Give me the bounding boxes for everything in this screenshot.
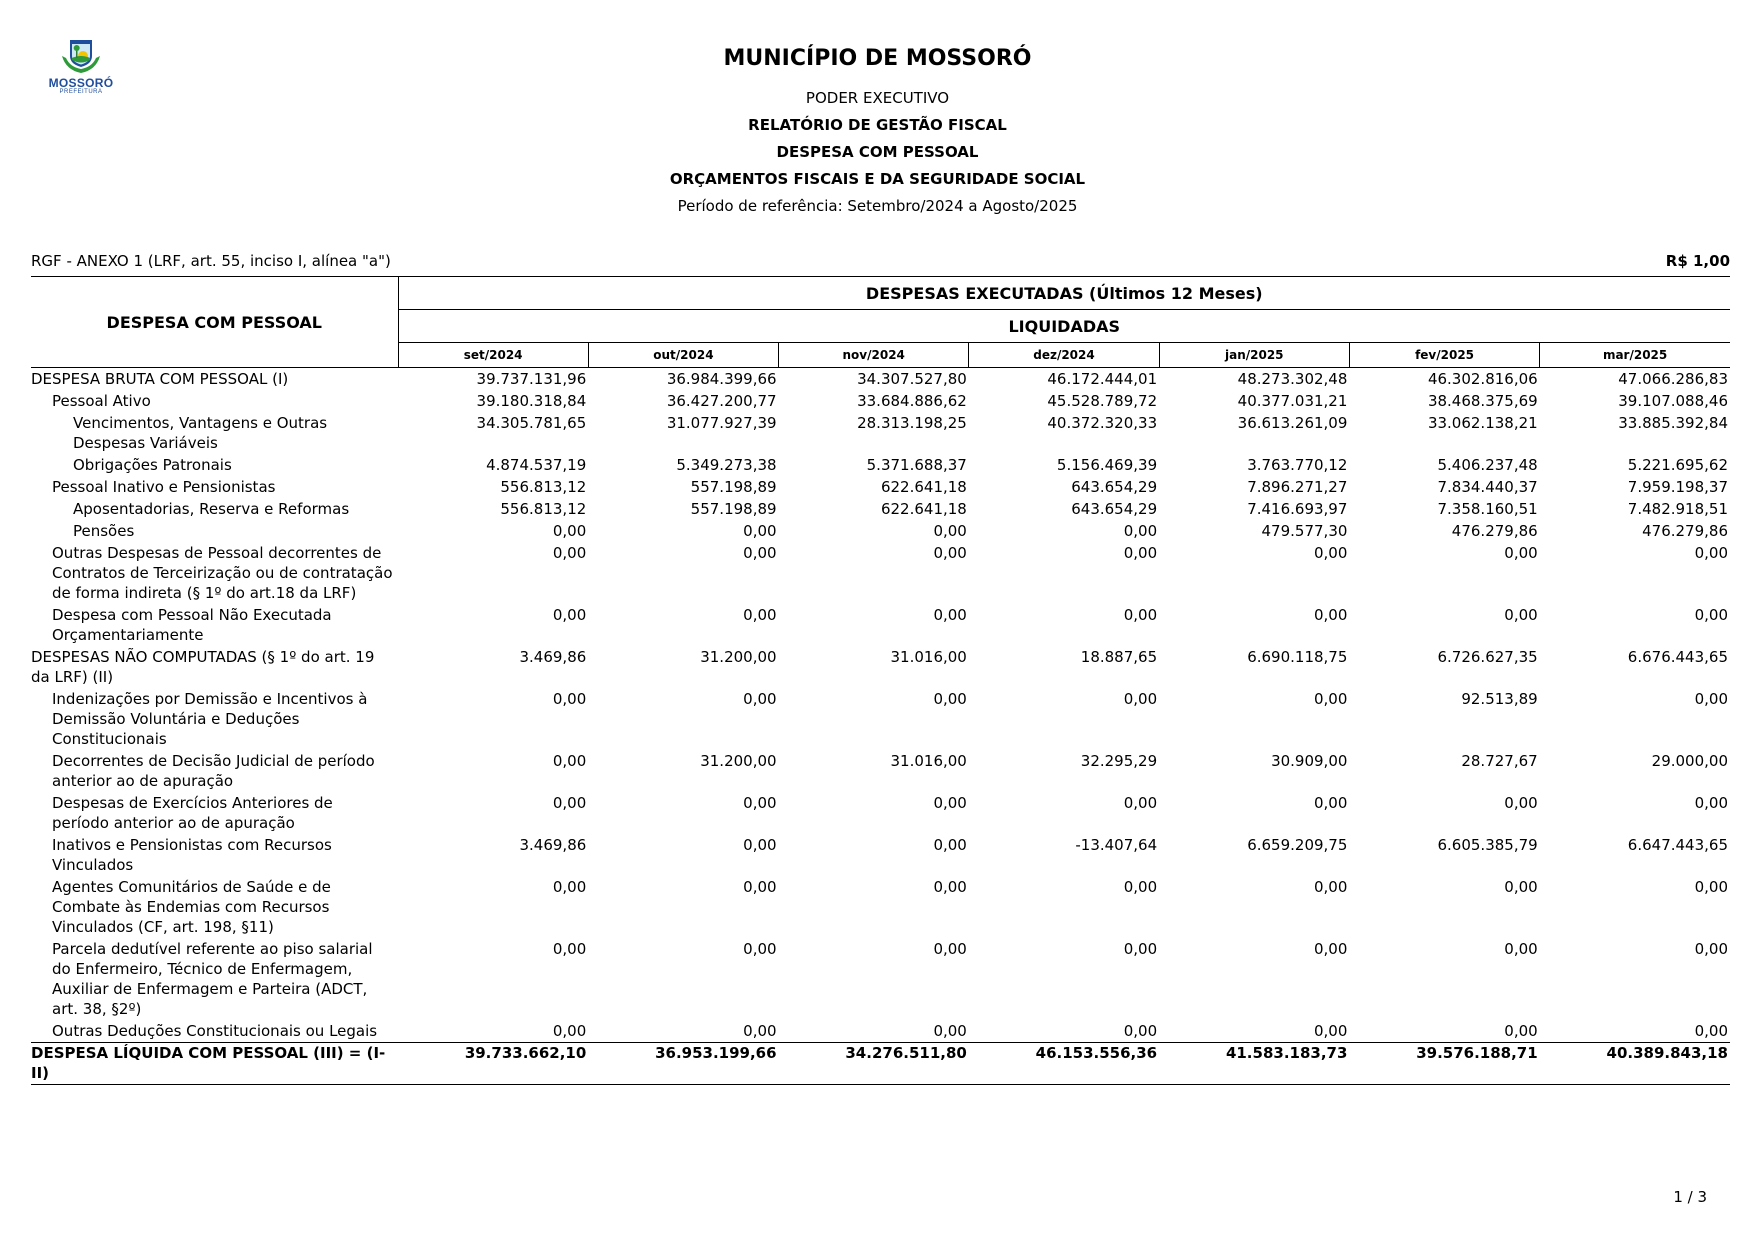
column-header-month: set/2024 [398, 343, 588, 368]
report-power: PODER EXECUTIVO [805, 89, 950, 107]
row-value: 0,00 [552, 690, 587, 708]
row-value: 0,00 [933, 878, 967, 896]
row-value: 18.887,65 [1080, 648, 1158, 666]
row-value: 7.896.271,27 [1247, 478, 1348, 496]
table-row [31, 520, 1730, 542]
row-label: Outras Despesas de Pessoal decorrentes de Contratos de Terceirização ou de contratação de forma indireta (§ 1º do art.18 da LRF) [52, 544, 393, 602]
table-row [31, 876, 1730, 938]
column-header-month: nov/2024 [779, 343, 969, 368]
row-value: 0,00 [552, 940, 587, 958]
column-header-month: out/2024 [588, 343, 778, 368]
row-value: 556.813,12 [500, 478, 587, 496]
total-value: 46.153.556,36 [969, 1043, 1159, 1085]
column-header-month: jan/2025 [1159, 343, 1349, 368]
row-value: 0,00 [552, 878, 587, 896]
column-header-month: fev/2025 [1349, 343, 1539, 368]
row-value: 0,00 [1694, 544, 1728, 562]
row-value: 0,00 [1694, 940, 1728, 958]
row-value: 0,00 [552, 794, 587, 812]
row-value: 3.469,86 [519, 836, 587, 854]
row-value: 6.659.209,75 [1247, 836, 1348, 854]
row-value: 0,00 [1123, 606, 1158, 624]
row-value: 0,00 [743, 836, 777, 854]
row-value: 6.676.443,65 [1627, 648, 1728, 666]
row-value: 557.198,89 [690, 478, 777, 496]
table-row [31, 412, 1730, 454]
row-value: 0,00 [1694, 690, 1728, 708]
logo-subtitle: PREFEITURA [59, 89, 103, 95]
row-value: 46.302.816,06 [1427, 370, 1538, 388]
row-value: 33.684.886,62 [857, 392, 967, 410]
report-budgets: ORÇAMENTOS FISCAIS E DA SEGURIDADE SOCIAL [669, 170, 1086, 188]
table-row [31, 834, 1730, 876]
row-value: 3.469,86 [519, 648, 587, 666]
row-value: 0,00 [1123, 544, 1158, 562]
column-header-description: DESPESA COM PESSOAL [31, 277, 398, 368]
row-value: 476.279,86 [1642, 522, 1728, 540]
row-label: Decorrentes de Decisão Judicial de período anterior ao de apuração [52, 752, 375, 790]
row-value: 28.727,67 [1461, 752, 1538, 770]
row-label: Outras Deduções Constitucionais ou Legais [52, 1022, 378, 1040]
row-label: Pessoal Inativo e Pensionistas [52, 478, 276, 496]
row-value: 92.513,89 [1461, 690, 1538, 708]
row-value: 32.295,29 [1080, 752, 1158, 770]
row-value: 34.305.781,65 [476, 414, 587, 432]
row-value: 622.641,18 [880, 478, 967, 496]
row-value: 0,00 [1123, 940, 1158, 958]
row-value: 36.427.200,77 [666, 392, 777, 410]
row-value: 5.371.688,37 [866, 456, 967, 474]
row-value: 0,00 [743, 1022, 777, 1040]
table-row [31, 792, 1730, 834]
row-value: 0,00 [933, 940, 967, 958]
table-row [31, 390, 1730, 412]
total-value: 39.576.188,71 [1349, 1043, 1539, 1085]
row-value: 0,00 [1694, 794, 1728, 812]
table-row [31, 604, 1730, 646]
table-row [31, 1020, 1730, 1043]
row-value: 479.577,30 [1261, 522, 1348, 540]
row-value: 7.482.918,51 [1627, 500, 1728, 518]
row-value: 0,00 [743, 522, 777, 540]
row-value: 0,00 [743, 690, 777, 708]
total-row [31, 1043, 1730, 1085]
report-name: RELATÓRIO DE GESTÃO FISCAL [748, 116, 1007, 134]
row-label: Pessoal Ativo [52, 392, 151, 410]
row-label: Aposentadorias, Reserva e Reformas [73, 500, 350, 518]
row-value: 6.647.443,65 [1627, 836, 1728, 854]
row-value: 36.613.261,09 [1237, 414, 1348, 432]
row-value: 0,00 [743, 606, 777, 624]
row-label: Indenizações por Demissão e Incentivos à Demissão Voluntária e Deduções Constitucionais [52, 690, 368, 748]
row-value: 0,00 [1314, 1022, 1348, 1040]
row-value: 38.468.375,69 [1427, 392, 1538, 410]
table-row [31, 476, 1730, 498]
report-period: Período de referência: Setembro/2024 a Agosto/2025 [677, 197, 1078, 215]
row-value: 643.654,29 [1071, 478, 1158, 496]
row-value: 557.198,89 [690, 500, 777, 518]
row-value: 643.654,29 [1071, 500, 1158, 518]
report-header [0, 40, 1755, 220]
row-label: Pensões [73, 522, 135, 540]
row-value: 0,00 [743, 878, 777, 896]
row-value: 0,00 [1314, 878, 1348, 896]
row-value: 0,00 [1504, 940, 1538, 958]
row-value: 4.874.537,19 [486, 456, 587, 474]
row-value: 39.107.088,46 [1618, 392, 1728, 410]
currency-unit: R$ 1,00 [1665, 252, 1730, 270]
row-label: Vencimentos, Vantagens e Outras Despesas Variáveis [73, 414, 328, 452]
total-value: 36.953.199,66 [588, 1043, 778, 1085]
row-value: 0,00 [1314, 940, 1348, 958]
table-row [31, 498, 1730, 520]
row-value: 6.605.385,79 [1437, 836, 1538, 854]
table-row [31, 646, 1730, 688]
total-value: 41.583.183,73 [1159, 1043, 1349, 1085]
row-value: 0,00 [1504, 544, 1538, 562]
row-value: 0,00 [1694, 878, 1728, 896]
row-value: 476.279,86 [1451, 522, 1538, 540]
table-row [31, 938, 1730, 1020]
row-value: 40.372.320,33 [1047, 414, 1158, 432]
column-header-liquidated: LIQUIDADAS [398, 310, 1730, 343]
row-value: 34.307.527,80 [857, 370, 967, 388]
row-value: 45.528.789,72 [1047, 392, 1158, 410]
row-value: 0,00 [1504, 794, 1538, 812]
row-value: 0,00 [933, 836, 967, 854]
row-value: 0,00 [1123, 794, 1158, 812]
row-label: Despesa com Pessoal Não Executada Orçamentariamente [52, 606, 332, 644]
column-header-executed: DESPESAS EXECUTADAS (Últimos 12 Meses) [398, 277, 1730, 310]
row-value: 0,00 [1123, 878, 1158, 896]
row-value: 33.885.392,84 [1618, 414, 1728, 432]
annex-reference: RGF - ANEXO 1 (LRF, art. 55, inciso I, alínea "a") [31, 252, 391, 270]
row-value: 30.909,00 [1271, 752, 1348, 770]
table-row [31, 688, 1730, 750]
row-value: 0,00 [1694, 1022, 1728, 1040]
row-value: 31.016,00 [890, 648, 967, 666]
row-value: 39.737.131,96 [476, 370, 587, 388]
row-value: 48.273.302,48 [1237, 370, 1348, 388]
row-value: 46.172.444,01 [1047, 370, 1158, 388]
row-value: 31.200,00 [700, 648, 777, 666]
row-label: Obrigações Patronais [73, 456, 232, 474]
row-value: 5.406.237,48 [1437, 456, 1538, 474]
row-value: 0,00 [743, 544, 777, 562]
total-value: 34.276.511,80 [779, 1043, 969, 1085]
row-value: 39.180.318,84 [476, 392, 587, 410]
row-value: 0,00 [743, 794, 777, 812]
row-value: 622.641,18 [880, 500, 967, 518]
page-number: 1 / 3 [1673, 1188, 1707, 1206]
row-value: 0,00 [1504, 1022, 1538, 1040]
row-value: 33.062.138,21 [1427, 414, 1538, 432]
report-subject: DESPESA COM PESSOAL [776, 143, 979, 161]
row-value: 6.690.118,75 [1247, 648, 1348, 666]
row-label: Despesas de Exercícios Anteriores de período anterior ao de apuração [52, 794, 333, 832]
row-value: 0,00 [1504, 878, 1538, 896]
row-value: 0,00 [743, 940, 777, 958]
row-value: 0,00 [1694, 606, 1728, 624]
row-value: 47.066.286,83 [1618, 370, 1728, 388]
row-value: 5.221.695,62 [1627, 456, 1728, 474]
row-value: 7.416.693,97 [1247, 500, 1348, 518]
row-value: 0,00 [1314, 606, 1348, 624]
row-value: 0,00 [1123, 522, 1158, 540]
row-value: 0,00 [552, 544, 587, 562]
total-value: 40.389.843,18 [1540, 1043, 1730, 1085]
row-value: 29.000,00 [1651, 752, 1728, 770]
table-row [31, 454, 1730, 476]
row-value: 6.726.627,35 [1437, 648, 1538, 666]
report-title: MUNICÍPIO DE MOSSORÓ [723, 46, 1032, 71]
row-value: 0,00 [933, 1022, 967, 1040]
column-header-month: mar/2025 [1540, 343, 1730, 368]
row-value: 0,00 [933, 606, 967, 624]
row-value: 556.813,12 [500, 500, 587, 518]
row-value: 0,00 [552, 752, 587, 770]
row-value: 0,00 [552, 606, 587, 624]
row-value: 0,00 [1314, 794, 1348, 812]
table-row [31, 542, 1730, 604]
row-value: 5.156.469,39 [1056, 456, 1158, 474]
row-value: 7.358.160,51 [1437, 500, 1538, 518]
row-value: 0,00 [552, 522, 587, 540]
row-value: 31.077.927,39 [666, 414, 777, 432]
row-value: 28.313.198,25 [857, 414, 967, 432]
row-value: 0,00 [933, 690, 967, 708]
logo-name: MOSSORÓ [48, 76, 114, 90]
row-value: 40.377.031,21 [1237, 392, 1348, 410]
row-label: Agentes Comunitários de Saúde e de Combate às Endemias com Recursos Vinculados (CF, art. 198, §11) [52, 878, 331, 936]
row-value: 7.834.440,37 [1437, 478, 1538, 496]
row-value: 0,00 [1314, 544, 1348, 562]
row-value: 0,00 [1123, 1022, 1158, 1040]
row-label: Inativos e Pensionistas com Recursos Vinculados [52, 836, 332, 874]
row-value: 36.984.399,66 [666, 370, 777, 388]
row-value: 3.763.770,12 [1247, 456, 1348, 474]
table-row [31, 368, 1730, 391]
row-value: 0,00 [1504, 606, 1538, 624]
total-value: 39.733.662,10 [398, 1043, 588, 1085]
row-value: -13.407,64 [1075, 836, 1158, 854]
row-value: 0,00 [933, 522, 967, 540]
row-value: 31.200,00 [700, 752, 777, 770]
row-value: 5.349.273,38 [676, 456, 777, 474]
row-value: 7.959.198,37 [1627, 478, 1728, 496]
column-header-month: dez/2024 [969, 343, 1159, 368]
row-value: 0,00 [933, 544, 967, 562]
row-value: 0,00 [552, 1022, 587, 1040]
table-row [31, 750, 1730, 792]
row-label: Parcela dedutível referente ao piso salarial do Enfermeiro, Técnico de Enfermagem, Auxiliar de Enfermagem e Parteira (ADCT, art. 38, §2º) [52, 940, 373, 1018]
row-label: DESPESA BRUTA COM PESSOAL (I) [31, 370, 289, 388]
row-value: 0,00 [933, 794, 967, 812]
personnel-expense-table [31, 276, 1730, 1085]
row-value: 31.016,00 [890, 752, 967, 770]
row-label: DESPESAS NÃO COMPUTADAS (§ 1º do art. 19 da LRF) (II) [31, 648, 375, 686]
row-value: 0,00 [1314, 690, 1348, 708]
total-label: DESPESA LÍQUIDA COM PESSOAL (III) = (I-II) [31, 1043, 398, 1085]
row-value: 0,00 [1123, 690, 1158, 708]
